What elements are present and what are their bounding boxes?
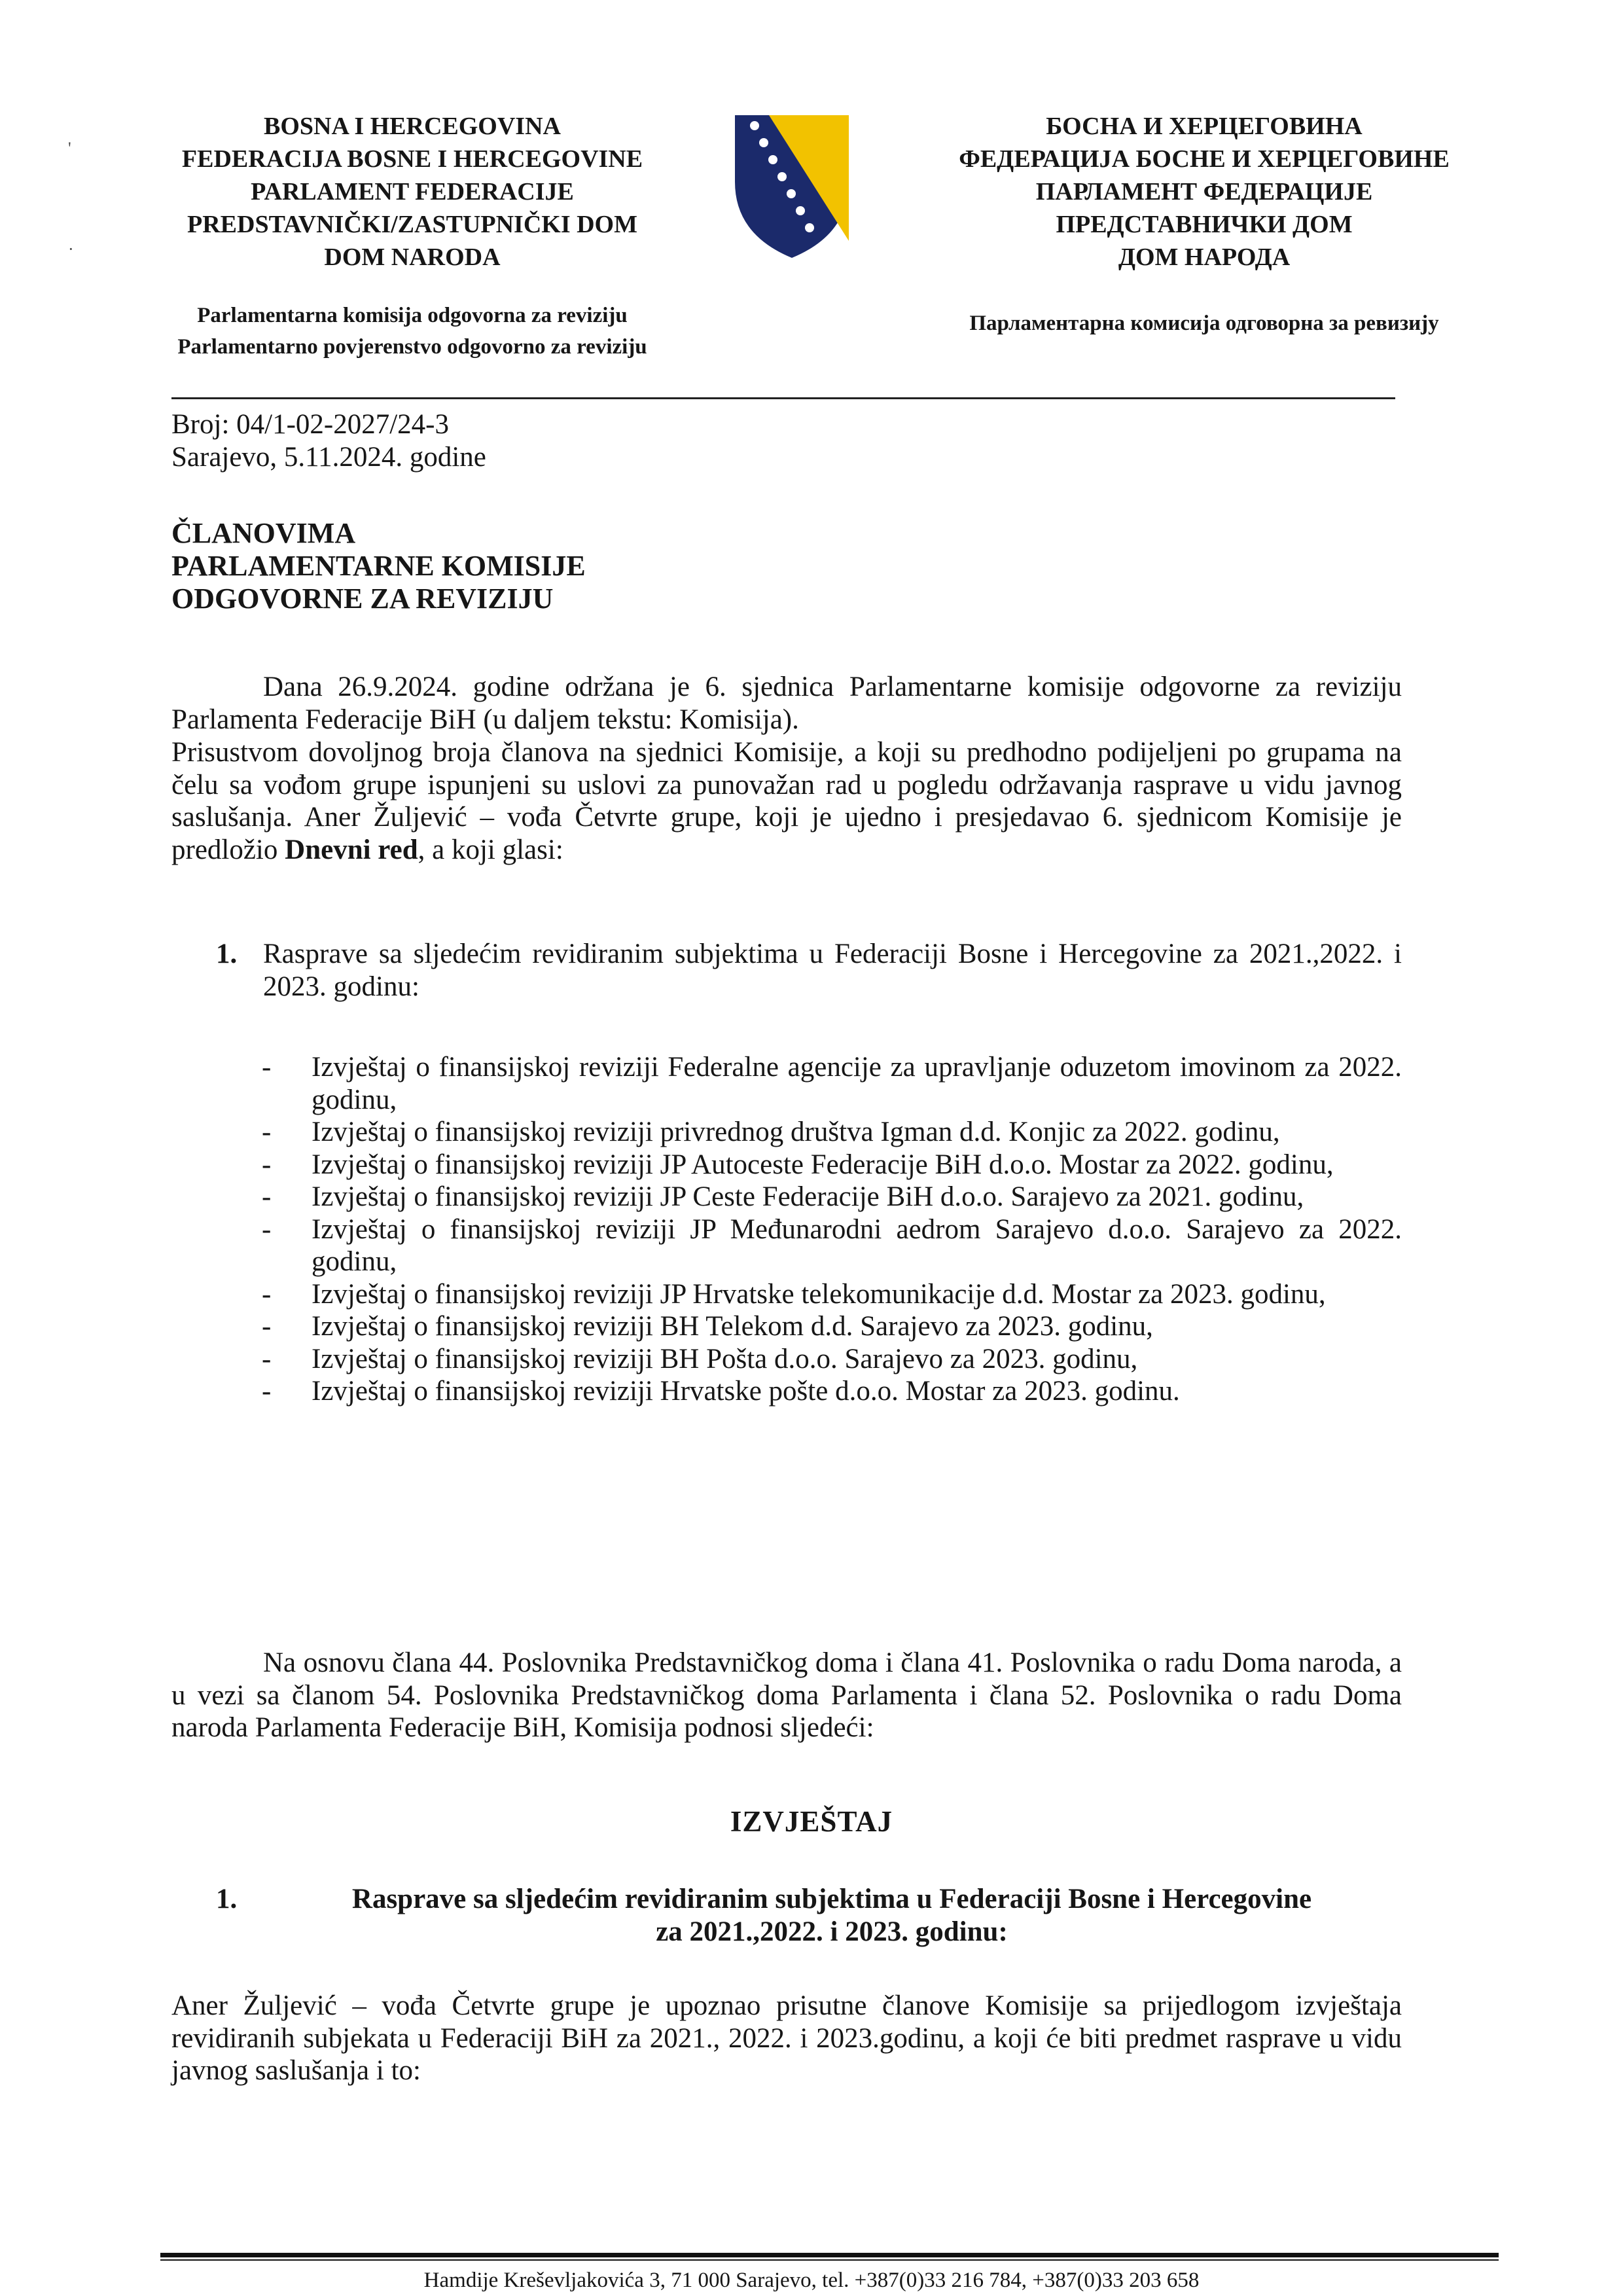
agenda-text: Rasprave sa sljedećim revidiranim subjektima u Federaciji Bosne i Hercegovine za 2021.,2022. i 2023. godinu: bbox=[263, 939, 1402, 1002]
list-item-text: Izvještaj o finansijskoj reviziji Hrvatske pošte d.o.o. Mostar za 2023. godinu. bbox=[312, 1376, 1180, 1407]
header-house-peoples-cyrillic: ДОМ НАРОДА bbox=[1118, 243, 1291, 271]
list-dash: - bbox=[262, 1343, 272, 1374]
list-item-text: Izvještaj o finansijskoj reviziji BH Pošta d.o.o. Sarajevo za 2023. godinu, bbox=[312, 1343, 1138, 1374]
recipient-block bbox=[171, 517, 1088, 615]
header-right-cyrillic bbox=[903, 110, 1505, 274]
agenda-label: Dnevni red bbox=[285, 834, 418, 865]
header-left-latin bbox=[118, 110, 707, 274]
list-item bbox=[262, 1278, 1402, 1311]
footer-address: Hamdije Kreševljakovića 3, 71 000 Sarajevo, tel. +387(0)33 216 784, +387(0)33 203 658 bbox=[423, 2269, 1200, 2292]
margin-mark: · bbox=[68, 240, 74, 259]
intro-paragraph: Dana 26.9.2024. godine održana je 6. sjednica Parlamentarne komisije odgovorne za reviziju Parlamenta Federacije BiH (u daljem tekstu: Komisija). bbox=[171, 672, 1402, 735]
list-dash: - bbox=[262, 1376, 272, 1407]
list-item-text: Izvještaj o finansijskoj reviziji Federalne agencije za upravljanje oduzetom imovinom za 2022. godinu, bbox=[312, 1052, 1402, 1115]
list-dash: - bbox=[262, 1311, 272, 1342]
list-dash: - bbox=[262, 1278, 272, 1310]
header-house-representatives-cyrillic: ПРЕДСТАВНИЧКИ ДОМ bbox=[1056, 211, 1353, 238]
document-place-date: Sarajevo, 5.11.2024. godine bbox=[171, 441, 486, 473]
list-item bbox=[262, 1116, 1402, 1149]
footer-divider bbox=[160, 2253, 1499, 2257]
document-meta bbox=[171, 408, 1088, 473]
session-paragraph bbox=[171, 736, 1402, 866]
committee-name-cyrillic bbox=[897, 308, 1512, 339]
list-item-text: Izvještaj o finansijskoj reviziji BH Telekom d.d. Sarajevo za 2023. godinu, bbox=[312, 1311, 1153, 1342]
committee-name-croatian: Parlamentarno povjerenstvo odgovorno za reviziju bbox=[177, 335, 647, 359]
list-dash: - bbox=[262, 1052, 272, 1083]
section-title-line: Rasprave sa sljedećim revidiranim subjektima u Federaciji Bosne i Hercegovine bbox=[351, 1884, 1312, 1914]
list-item-text: Izvještaj o finansijskoj reviziji JP Hrvatske telekomunikacije d.d. Mostar za 2023. godinu, bbox=[312, 1278, 1326, 1310]
header-federation-cyrillic: ФЕДЕРАЦИЈА БОСНЕ И ХЕРЦЕГОВИНЕ bbox=[959, 145, 1450, 173]
header-country-cyrillic: БОСНА И ХЕРЦЕГОВИНА bbox=[1046, 113, 1363, 140]
recipient-line: ČLANOVIMA bbox=[171, 517, 356, 549]
list-dash: - bbox=[262, 1117, 272, 1147]
list-item bbox=[262, 1343, 1402, 1376]
list-item-text: Izvještaj o finansijskoj reviziji JP Ceste Federacije BiH d.o.o. Sarajevo za 2021. godinu, bbox=[312, 1181, 1304, 1212]
list-item bbox=[262, 1051, 1402, 1116]
section-number: 1. bbox=[216, 1884, 238, 1914]
header-divider bbox=[171, 397, 1395, 399]
recipient-line: PARLAMENTARNE KOMISIJE bbox=[171, 550, 586, 582]
session-text-end: , a koji glasi: bbox=[418, 834, 563, 865]
header-house-representatives: PREDSTAVNIČKI/ZASTUPNIČKI DOM bbox=[187, 211, 637, 238]
list-dash: - bbox=[262, 1181, 272, 1212]
committee-name-serbian: Парламентарна комисија одговорна за ревизију bbox=[969, 312, 1439, 335]
header-house-peoples: DOM NARODA bbox=[324, 243, 501, 271]
list-item bbox=[262, 1375, 1402, 1408]
list-item bbox=[262, 1181, 1402, 1213]
margin-mark: ' bbox=[68, 139, 71, 158]
header-parliament-cyrillic: ПАРЛАМЕНТ ФЕДЕРАЦИЈЕ bbox=[1035, 178, 1373, 206]
section-heading bbox=[216, 1883, 1400, 1948]
section-title-line: za 2021.,2022. i 2023. godinu: bbox=[656, 1916, 1008, 1947]
list-item-text: Izvještaj o finansijskoj reviziji JP Međunarodni aedrom Sarajevo d.o.o. Sarajevo za 2022. godinu, bbox=[312, 1213, 1402, 1277]
recipient-line: ODGOVORNE ZA REVIZIJU bbox=[171, 583, 554, 615]
committee-name-bosnian: Parlamentarna komisija odgovorna za reviziju bbox=[197, 304, 628, 327]
list-item bbox=[262, 1213, 1402, 1278]
header-federation: FEDERACIJA BOSNE I HERCEGOVINE bbox=[181, 145, 643, 173]
section-paragraph: Aner Žuljević – vođa Četvrte grupe je upoznao prisutne članove Komisije sa prijedlogom izvještaja revidiranih subjekata u Federaciji BiH za 2021., 2022. i 2023.godinu, a koji će biti predmet rasprave u vidu javnog saslušanja i to: bbox=[171, 1990, 1402, 2086]
committee-name-latin bbox=[98, 300, 726, 363]
agenda-item bbox=[216, 938, 1402, 1003]
report-list bbox=[262, 1051, 1402, 1408]
session-text: Prisustvom dovoljnog broja članova na sjednici Komisije, a koji su predhodno podijeljeni po grupama na čelu sa vođom grupe ispunjeni su uslovi za punovažan rad u pogledu održavanja rasprave u vidu javnog saslušanja. Aner Žuljević – vođa Četvrte grupe, koji je ujedno i presjedavao 6. sjednicom Komisije je predložio bbox=[171, 737, 1402, 865]
list-item-text: Izvještaj o finansijskoj reviziji JP Autoceste Federacije BiH d.o.o. Mostar za 2022. godinu, bbox=[312, 1149, 1334, 1180]
list-dash: - bbox=[262, 1213, 272, 1245]
list-item bbox=[262, 1149, 1402, 1181]
coat-of-arms-emblem bbox=[730, 110, 854, 260]
list-item bbox=[262, 1310, 1402, 1343]
list-item-text: Izvještaj o finansijskoj reviziji privrednog društva Igman d.d. Konjic za 2022. godinu, bbox=[312, 1117, 1280, 1147]
footer-divider-thin bbox=[160, 2259, 1499, 2261]
header-country: BOSNA I HERCEGOVINA bbox=[264, 113, 561, 140]
document-number: Broj: 04/1-02-2027/24-3 bbox=[171, 409, 449, 440]
header-parliament: PARLAMENT FEDERACIJE bbox=[251, 178, 574, 206]
list-dash: - bbox=[262, 1149, 272, 1180]
agenda-number: 1. bbox=[216, 939, 238, 969]
report-title: IZVJEŠTAJ bbox=[730, 1805, 893, 1838]
legal-basis-paragraph: Na osnovu člana 44. Poslovnika Predstavničkog doma i člana 41. Poslovnika o radu Doma naroda, a u vezi sa članom 54. Poslovnika Predstavničkog doma Parlamenta i člana 52. Poslovnika o radu Doma naroda Parlamenta Federacije BiH, Komisija podnosi sljedeći: bbox=[171, 1647, 1402, 1743]
section-title bbox=[263, 1883, 1400, 1948]
